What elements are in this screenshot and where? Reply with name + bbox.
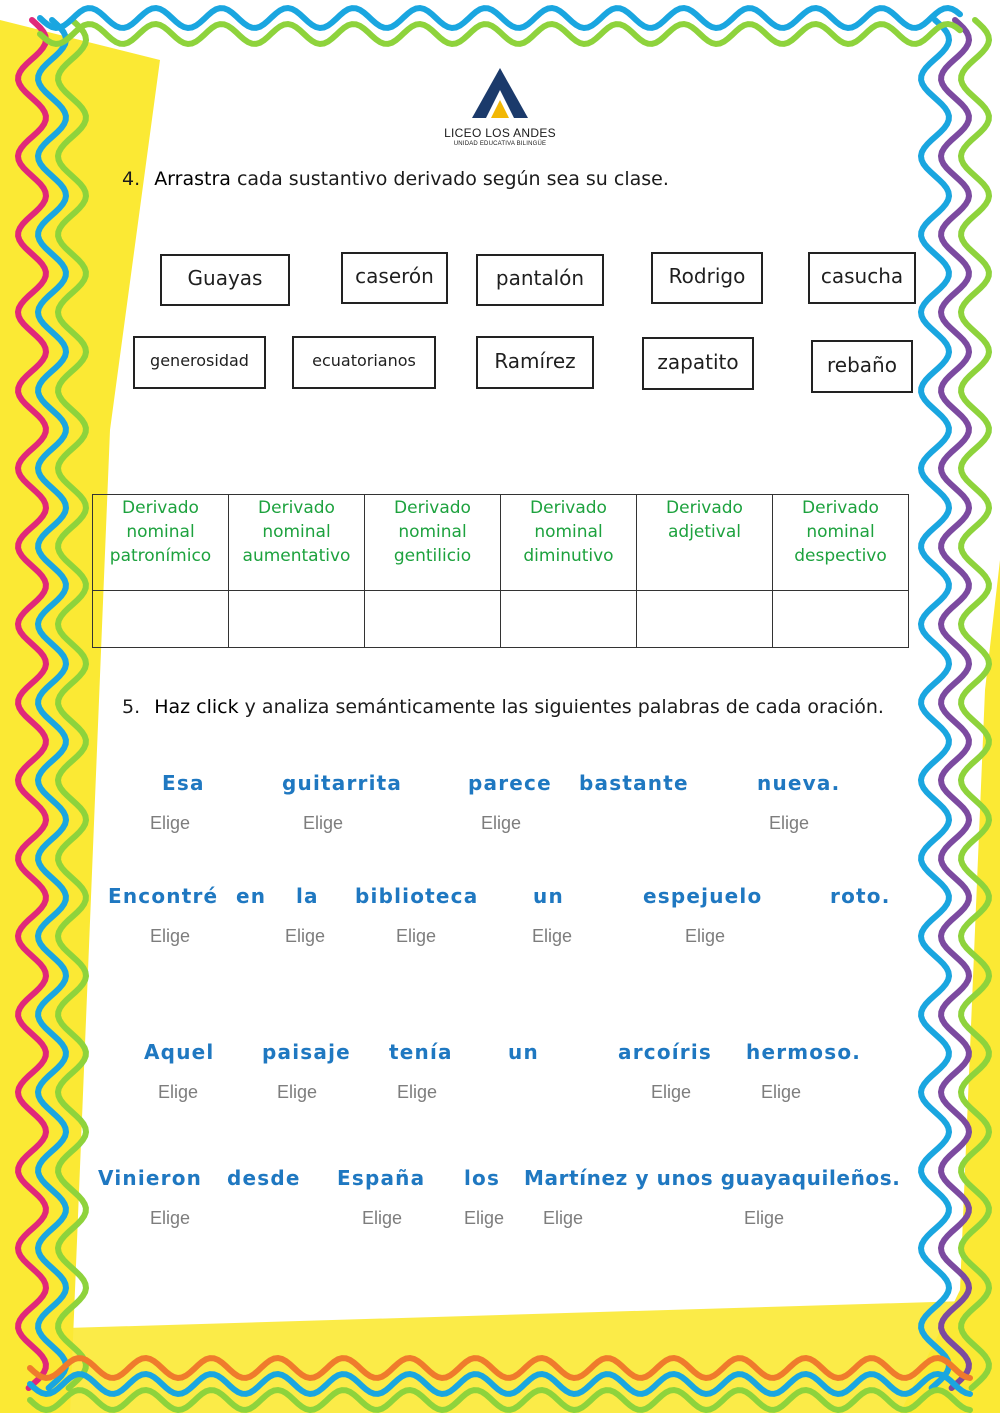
header-line: nominal	[398, 522, 467, 542]
exercise4-text: cada sustantivo derivado según sea su clase.	[236, 168, 669, 190]
drop-zone-adjetival[interactable]	[637, 591, 773, 648]
drop-zone-patronimico[interactable]	[93, 591, 229, 648]
word-card-ramirez[interactable]: Ramírez	[476, 336, 594, 389]
sentence3-word: arcoíris	[618, 1040, 713, 1064]
sentence1-word: guitarrita	[282, 771, 403, 795]
elige-select[interactable]: Elige	[277, 1082, 318, 1102]
header-line: nominal	[534, 522, 603, 542]
header-diminutivo	[501, 495, 637, 591]
sentence3-word: tenía	[389, 1040, 453, 1064]
elige-select[interactable]: Elige	[481, 813, 522, 833]
elige-select[interactable]: Elige	[150, 926, 191, 946]
header-line: Derivado	[666, 498, 743, 518]
word-card-generosidad[interactable]: generosidad	[133, 336, 266, 389]
exercise5-instruction	[122, 696, 884, 718]
sentence4-word: Vinieron	[98, 1166, 203, 1190]
word-card-zapatito[interactable]: zapatito	[642, 337, 754, 390]
sentence3-word: un	[508, 1040, 539, 1064]
drop-zone-aumentativo[interactable]	[229, 591, 365, 648]
sentence1-word: nueva.	[757, 771, 841, 795]
header-line: Derivado	[530, 498, 607, 518]
school-subtitle: UNIDAD EDUCATIVA BILINGÜE	[453, 141, 547, 147]
sentence2-word: un	[533, 884, 564, 908]
drop-zone-diminutivo[interactable]	[501, 591, 637, 648]
sentence1-word: bastante	[579, 771, 689, 795]
header-line: Derivado	[802, 498, 879, 518]
school-logo-icon	[470, 66, 530, 122]
header-line: nominal	[806, 522, 875, 542]
elige-select[interactable]: Elige	[150, 813, 191, 833]
elige-select[interactable]: Elige	[532, 926, 573, 946]
elige-select[interactable]: Elige	[397, 1082, 438, 1102]
word-card-rebano[interactable]: rebaño	[811, 340, 913, 393]
word-card-rodrigo[interactable]: Rodrigo	[651, 252, 763, 304]
classification-table	[92, 494, 909, 648]
header-aumentativo	[229, 495, 365, 591]
sentence2-word: biblioteca	[355, 884, 479, 908]
sentence3-word: Aquel	[144, 1040, 215, 1064]
sentence3-word: paisaje	[262, 1040, 351, 1064]
table-drop-row	[93, 591, 909, 648]
header-line: patronímico	[109, 546, 212, 566]
sentence2-word: espejuelo	[643, 884, 763, 908]
header-adjetival	[637, 495, 773, 591]
word-card-caseron[interactable]: caserón	[341, 252, 448, 304]
sentence1-word: Esa	[162, 771, 205, 795]
elige-select[interactable]: Elige	[396, 926, 437, 946]
header-patronimico	[93, 495, 229, 591]
table-header-row	[93, 495, 909, 591]
header-despectivo	[773, 495, 909, 591]
elige-select[interactable]: Elige	[761, 1082, 802, 1102]
elige-select[interactable]: Elige	[685, 926, 726, 946]
elige-select[interactable]: Elige	[303, 813, 344, 833]
header-line: nominal	[126, 522, 195, 542]
sentence4-word: los	[464, 1166, 501, 1190]
header-line: Derivado	[258, 498, 335, 518]
exercise5-action: Haz click	[154, 696, 239, 718]
elige-select[interactable]: Elige	[769, 813, 810, 833]
header-line: aumentativo	[242, 546, 351, 566]
elige-select[interactable]: Elige	[362, 1208, 403, 1228]
exercise5-number: 5.	[122, 696, 141, 718]
header-line: gentilicio	[393, 546, 472, 566]
header-line: Derivado	[122, 498, 199, 518]
school-logo-text	[420, 126, 580, 147]
school-name: LICEO LOS ANDES	[444, 126, 556, 140]
word-card-casucha[interactable]: casucha	[808, 252, 916, 304]
exercise5-text: y analiza semánticamente las siguientes palabras de cada oración.	[244, 696, 884, 718]
elige-select[interactable]: Elige	[464, 1208, 505, 1228]
sentence1-word: parece	[468, 771, 552, 795]
sentence2-word: la	[296, 884, 319, 908]
word-card-guayas[interactable]: Guayas	[160, 254, 290, 306]
elige-select[interactable]: Elige	[285, 926, 326, 946]
sentence4-word: Martínez y unos guayaquileños.	[524, 1166, 901, 1190]
drop-zone-despectivo[interactable]	[773, 591, 909, 648]
header-line: diminutivo	[523, 546, 614, 566]
exercise4-number: 4.	[122, 168, 141, 190]
sentence2-word: en	[236, 884, 267, 908]
elige-select[interactable]: Elige	[158, 1082, 199, 1102]
sentence2-word: roto.	[830, 884, 891, 908]
sentence2-word: Encontré	[108, 884, 219, 908]
header-line: despectivo	[794, 546, 887, 566]
word-card-ecuatorianos[interactable]: ecuatorianos	[292, 336, 436, 389]
elige-select[interactable]: Elige	[150, 1208, 191, 1228]
elige-select[interactable]: Elige	[744, 1208, 785, 1228]
drop-zone-gentilicio[interactable]	[365, 591, 501, 648]
header-line: adjetival	[668, 522, 741, 542]
header-line: Derivado	[394, 498, 471, 518]
exercise4-action: Arrastra	[154, 168, 231, 190]
word-card-pantalon[interactable]: pantalón	[476, 254, 604, 306]
sentence3-word: hermoso.	[746, 1040, 862, 1064]
elige-select[interactable]: Elige	[651, 1082, 692, 1102]
header-line: nominal	[262, 522, 331, 542]
exercise4-instruction	[122, 168, 669, 190]
header-gentilicio	[365, 495, 501, 591]
elige-select[interactable]: Elige	[543, 1208, 584, 1228]
sentence4-word: España	[337, 1166, 426, 1190]
sentence4-word: desde	[227, 1166, 301, 1190]
